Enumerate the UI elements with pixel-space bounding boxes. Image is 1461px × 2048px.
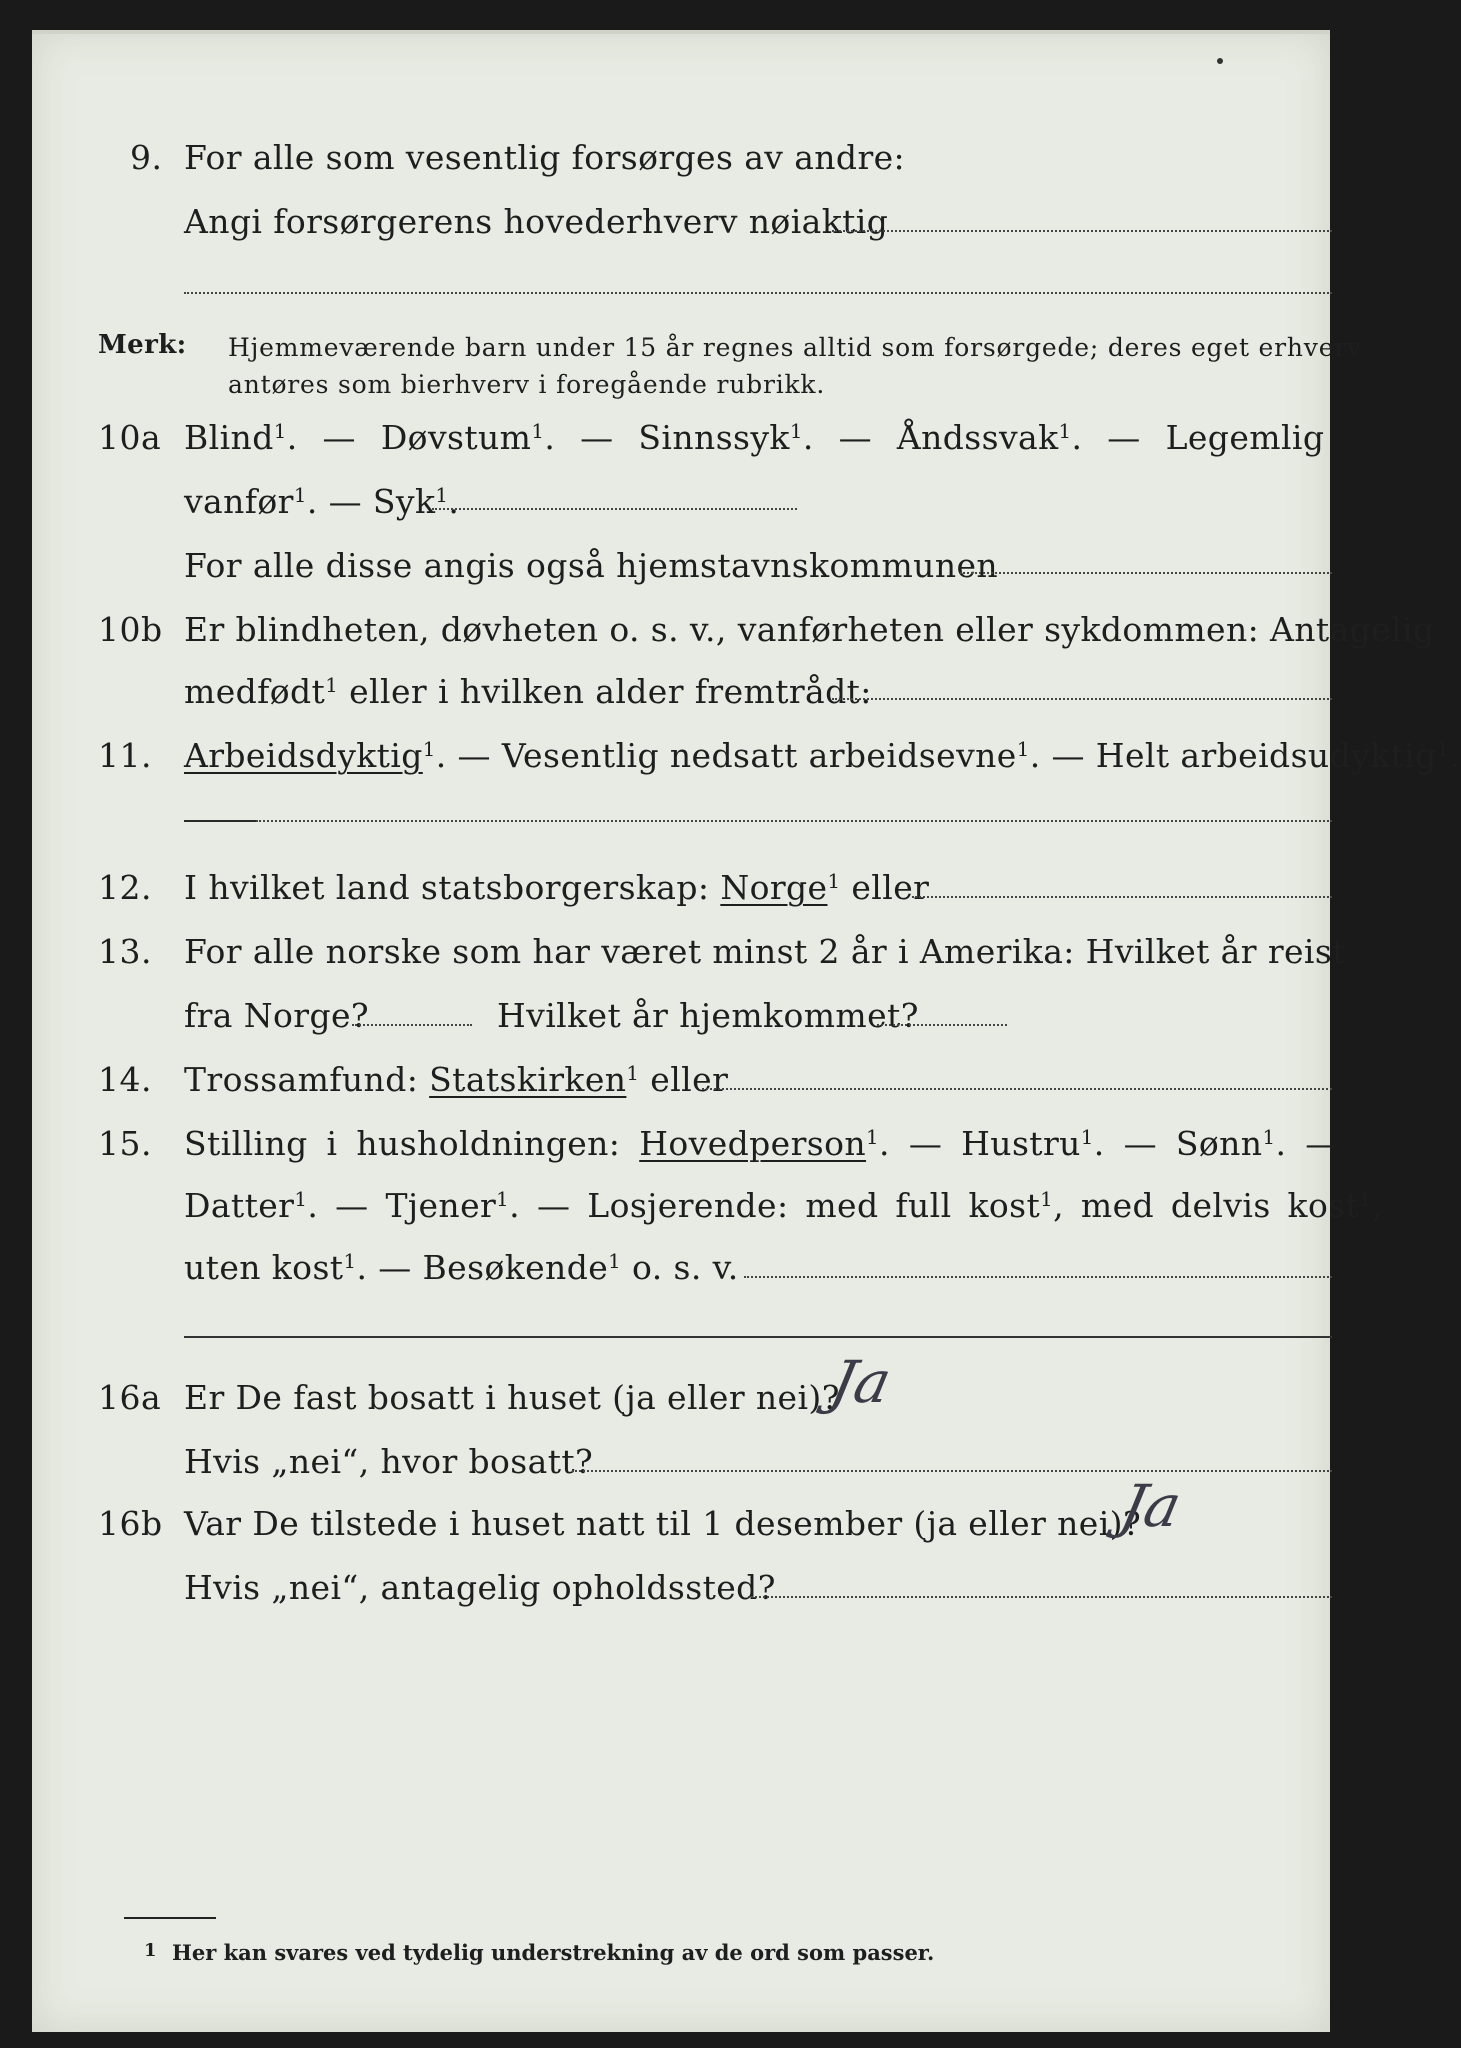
q13-line1: For alle norske som har været minst 2 år i Amerika: Hvilket år reist (184, 932, 1346, 971)
footnote-text: Her kan svares ved tydelig understrekning av de ord som passer. (172, 1940, 935, 1965)
q11-answer-line[interactable] (256, 820, 1332, 822)
form-page (32, 30, 1461, 2032)
q13-reist-line[interactable] (352, 1024, 472, 1026)
item-number-16a: 16a (98, 1378, 162, 1417)
q16a-bosatt-line[interactable] (572, 1470, 1332, 1472)
q10a-hjemstavn-line[interactable] (960, 572, 1332, 574)
q12-answer-line[interactable] (912, 896, 1332, 898)
q10a-answer-line[interactable] (432, 508, 797, 510)
q16b-handwritten-answer: Ja (1114, 1472, 1188, 1540)
footnote-rule (124, 1917, 216, 1919)
q15-line3: uten kost$^1$. — Besøkende$^1$ o. s. v. (184, 1248, 739, 1287)
q16b-answer-line[interactable] (748, 1596, 1332, 1598)
q9-line1: For alle som vesentlig forsørges av andre: (184, 138, 906, 177)
item-number-14: 14. (98, 1060, 152, 1099)
q9-answer-line-2[interactable] (184, 292, 1332, 294)
q15-line1: Stilling i husholdningen: Hovedperson$^1$. — Hustru$^1$. — Sønn$^1$. — (184, 1124, 1339, 1163)
q10b-line1: Er blindheten, døvheten o. s. v., vanførheten eller sykdommen: Antagelig (184, 610, 1435, 649)
item-number-11: 11. (98, 736, 152, 775)
item-number-15: 15. (98, 1124, 152, 1163)
q16a-handwritten-answer: Ja (824, 1348, 898, 1416)
footnote-marker: 1 (144, 1940, 157, 1961)
q16b-line1: Var De tilstede i huset natt til 1 desember (ja eller nei)? (184, 1504, 1142, 1543)
q15-answer-line-2 (184, 1336, 1332, 1338)
item-number-12: 12. (98, 868, 152, 907)
merk-line2: antøres som bierhverv i foregående rubrikk. (228, 370, 826, 399)
q15-line2: Datter$^1$. — Tjener$^1$. — Losjerende: med full kost$^1$, med delvis kost$^1$, (184, 1186, 1384, 1225)
q16a-line2: Hvis „nei“, hvor bosatt? (184, 1442, 594, 1481)
item-number-10a: 10a (98, 418, 162, 457)
merk-label: Merk: (98, 330, 187, 360)
item-number-13: 13. (98, 932, 152, 971)
q15-answer-line[interactable] (744, 1276, 1332, 1278)
q10a-line1: Blind$^1$. — Døvstum$^1$. — Sinnssyk$^1$. — Åndssvak$^1$. — Legemlig (184, 418, 1325, 457)
q11-line1: Arbeidsdyktig$^1$. — Vesentlig nedsatt arbeidsevne$^1$. — Helt arbeidsudyktig$^1$. (184, 736, 1461, 775)
item-number-9: 9. (130, 138, 163, 177)
q9-answer-line[interactable] (832, 230, 1332, 232)
q16b-line2: Hvis „nei“, antagelig opholdssted? (184, 1568, 776, 1607)
q14-line1: Trossamfund: Statskirken$^1$ eller (184, 1060, 729, 1099)
q10b-line2: medfødt$^1$ eller i hvilken alder fremtrådt: (184, 672, 872, 711)
q16a-line1: Er De fast bosatt i huset (ja eller nei)? (184, 1378, 840, 1417)
page-top-edge (32, 30, 1330, 34)
merk-line1: Hjemmeværende barn under 15 år regnes alltid som forsørgede; deres eget erhverv (228, 333, 1362, 362)
item-number-10b: 10b (98, 610, 163, 649)
q13-line2b: Hvilket år hjemkommet? (497, 996, 919, 1035)
q14-answer-line[interactable] (702, 1088, 1332, 1090)
q11-short-rule (184, 820, 256, 822)
ink-speck (1217, 58, 1223, 64)
item-number-16b: 16b (98, 1504, 163, 1543)
q10b-answer-line[interactable] (832, 698, 1332, 700)
q10a-line2: vanfør$^1$. — Syk$^1$. (184, 482, 460, 521)
q9-line2: Angi forsørgerens hovederhverv nøiaktig (184, 202, 889, 241)
q13-line2a: fra Norge? (184, 996, 370, 1035)
q12-line1: I hvilket land statsborgerskap: Norge$^1$ eller (184, 868, 930, 907)
q10a-line3: For alle disse angis også hjemstavnskommunen (184, 546, 999, 585)
q13-hjemkommet-line[interactable] (877, 1024, 1007, 1026)
